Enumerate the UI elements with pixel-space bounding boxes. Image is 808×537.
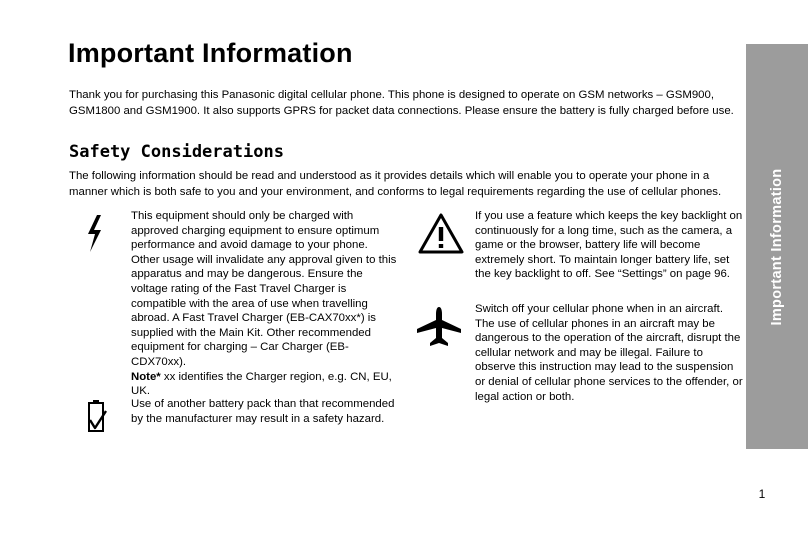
charger-text: This equipment should only be charged with approved charging equipment to ensure optimum performance and avoid damage to your phone. Other usage will invalidate any approval given to this apparatus and may be dangerous. Ensure the voltage rating of the Fast Travel Charger is compatible with the area of use when travelling abroad. A Fast Travel Charger (EB-CAX70xx*) is supplied with the Main Kit. Other recommended equipment for charging – Car Charger (EB-CDX70xx). bbox=[131, 210, 397, 368]
lightning-icon bbox=[84, 214, 106, 254]
note-text: xx identifies the Charger region, e.g. CN, EU, UK. bbox=[131, 370, 392, 398]
page-number: 1 bbox=[758, 487, 766, 501]
note-label: Note* bbox=[131, 370, 161, 383]
page-title: Important Information bbox=[68, 38, 353, 68]
warning-icon bbox=[418, 212, 464, 254]
side-tab-label: Important Information bbox=[769, 168, 785, 325]
side-tab bbox=[746, 44, 808, 449]
battery-safety-text: Use of another battery pack than that recommended by the manufacturer may result in a safety hazard. bbox=[131, 398, 395, 425]
backlight-safety-text: If you use a feature which keeps the key backlight on continuously for a long time, such as the camera, a game or the browser, battery life will become extremely short. To maintain longer battery life, set the key backlight to off. See “Settings” on page 96. bbox=[475, 210, 743, 281]
charger-safety-text bbox=[131, 209, 399, 399]
aircraft-safety-text: Switch off your cellular phone when in an aircraft. The use of cellular phones in an aircraft may be dangerous to the operation of the aircraft, disrupt the cellular network and may be illegal. Failure to observe this instruction may lead to the suspension or denial of cellular phone services to the offender, or legal action or both. bbox=[475, 303, 743, 403]
intro-paragraph: Thank you for purchasing this Panasonic digital cellular phone. This phone is designed to operate on GSM networks – GSM900, GSM1800 and GSM1900. It also supports GPRS for packet data connections. Please ensure the battery is fully charged before use. bbox=[69, 89, 734, 118]
section-heading: Safety Considerations bbox=[69, 142, 284, 162]
airplane-icon bbox=[415, 305, 463, 347]
section-intro-paragraph: The following information should be read and understood as it provides details which will enable you to operate your phone in a manner which is both safe to you and your environment, and conforms to legal requirements regarding the use of cellular phones. bbox=[69, 170, 722, 199]
battery-icon bbox=[86, 399, 108, 434]
